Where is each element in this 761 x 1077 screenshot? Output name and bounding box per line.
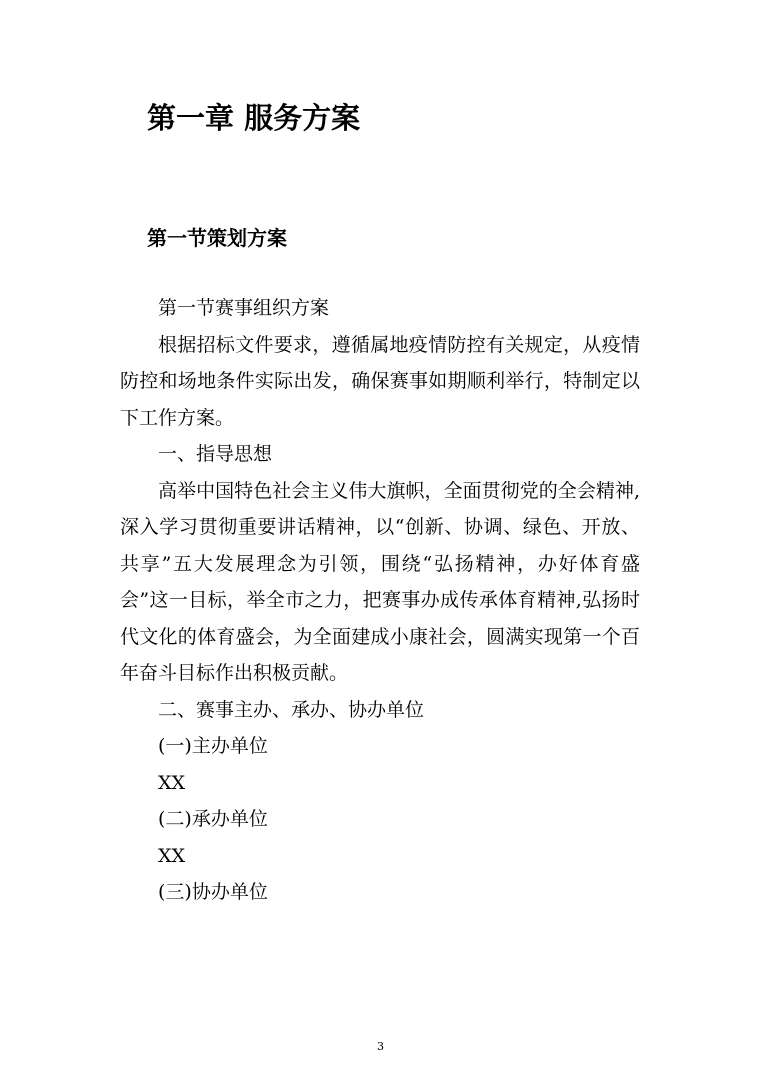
intro-paragraph: 根据招标文件要求，遵循属地疫情防控有关规定，从疫情防控和场地条件实际出发，确保赛事如期顺利举行，特制定以下工作方案。 xyxy=(120,333,640,429)
guiding-ideology-heading: 一、指导思想 xyxy=(158,443,273,465)
subsection-heading: 第一节赛事组织方案 xyxy=(158,297,330,319)
host-unit-label: (一)主办单位 xyxy=(158,735,268,757)
organizer-unit-value: XX xyxy=(158,844,186,867)
organizers-heading: 二、赛事主办、承办、协办单位 xyxy=(158,698,425,721)
page-number: 3 xyxy=(377,1040,384,1053)
chapter-title: 第一章 服务方案 xyxy=(147,101,361,135)
co-organizer-unit-label: (三)协办单位 xyxy=(158,881,268,903)
section-title: 第一节策划方案 xyxy=(147,226,287,250)
host-unit-value: XX xyxy=(158,771,186,794)
organizer-unit-label: (二)承办单位 xyxy=(158,808,268,830)
body-text xyxy=(120,290,640,911)
guiding-ideology-paragraph: 高举中国特色社会主义伟大旗帜，全面贯彻党的全会精神,深入学习贯彻重要讲话精神，以“创新、协调、绿色、开放、共享”五大发展理念为引领，围绕“弘扬精神，办好体育盛会”这一目标，举全市之力，把赛事办成传承体育精神,弘扬时代文化的体育盛会，为全面建成小康社会，圆满实现第一个百年奋斗目标作出积极贡献。 xyxy=(120,479,640,684)
